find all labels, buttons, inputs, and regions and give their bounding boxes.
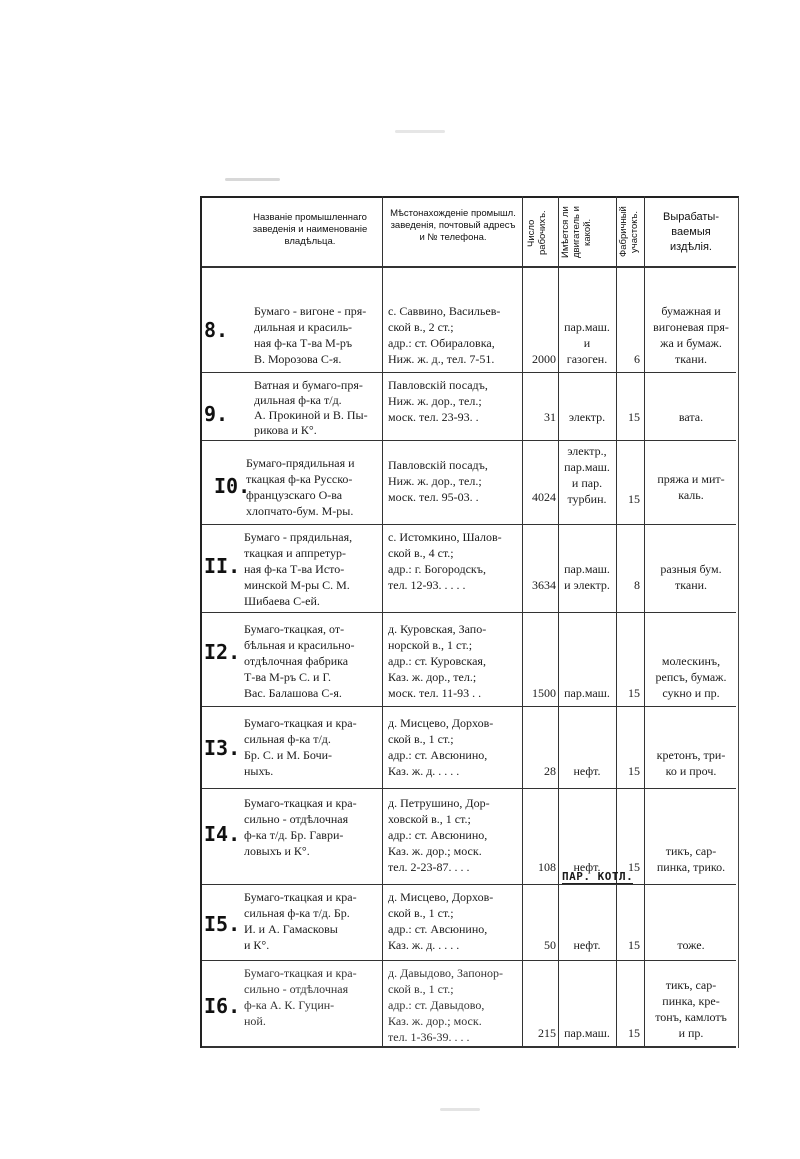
location-line: адр.: ст. Куровская, [388, 654, 486, 668]
header-district: Фабричный участокъ. [618, 206, 640, 258]
header-workers: Число рабочихъ. [526, 210, 548, 256]
location-line: моск. тел. 11-93 . . [388, 686, 482, 700]
product-line: вата. [678, 410, 704, 424]
product-line: пинка, кре- [662, 994, 720, 1008]
location-line: д. Мисцево, Дорхов- [388, 890, 494, 904]
factory-name-line: французскаго О-ва [246, 488, 343, 502]
district-number: 15 [628, 492, 640, 506]
district-number: 15 [628, 938, 640, 952]
location-line: тел. 12-93. . . . . [388, 578, 466, 592]
engine-line: пар.маш. [564, 1026, 610, 1040]
product-line: жа и бумаж. [660, 336, 722, 350]
factory-name-line: ная ф-ка Т-ва М-ръ [254, 336, 353, 350]
row-divider [202, 372, 736, 373]
location-line: моск. тел. 95-03. . [388, 490, 479, 504]
factory-name-line: Бумаго-ткацкая и кра- [244, 796, 357, 810]
product-line: репсъ, бумаж. [655, 670, 727, 684]
location-line: с. Саввино, Васильев- [388, 304, 501, 318]
factory-name-line: Бумаго-ткацкая и кра- [244, 890, 357, 904]
header-name: Названіе промышленнаго заведенія и наименованіе владѣльца. [252, 212, 368, 247]
factory-table [200, 196, 738, 1048]
product-line: тоже. [677, 938, 705, 952]
column-divider [644, 196, 645, 1048]
factory-name-line: Вас. Балашова С-я. [244, 686, 342, 700]
engine-line: электр., [567, 444, 607, 458]
district-number: 8 [634, 578, 640, 592]
product-line: молескинъ, [661, 654, 721, 668]
product-line: разныя бум. [660, 562, 722, 576]
product-line: кретонъ, три- [656, 748, 726, 762]
product-line: каль. [678, 488, 704, 502]
engine-line: газоген. [566, 352, 608, 366]
factory-name-line: ная ф-ка Т-ва Исто- [244, 562, 345, 576]
engine-line: нефт. [573, 860, 601, 874]
workers-count: 1500 [532, 686, 556, 700]
product-line: и пр. [678, 1026, 704, 1040]
product-line: тонъ, камлотъ [655, 1010, 727, 1024]
location-line: адр.: ст. Авсюнино, [388, 828, 488, 842]
factory-name-line: сильно - отдѣлочная [244, 982, 349, 996]
row-number: I6. [204, 994, 241, 1018]
row-number: I0. [214, 474, 251, 498]
workers-count: 3634 [532, 578, 556, 592]
engine-line: и [583, 336, 591, 350]
location-line: ской в., 1 ст.; [388, 982, 454, 996]
row-divider [202, 706, 736, 707]
factory-name-line: И. и А. Гамасковы [244, 922, 338, 936]
row-number: 9. [204, 402, 229, 426]
factory-name-line: Бумаго-прядильная и [246, 456, 355, 470]
factory-name-line: сильная ф-ка т/д. [244, 732, 331, 746]
location-line: ской в., 2 ст.; [388, 320, 454, 334]
engine-line: электр. [568, 410, 606, 424]
location-line: ховской в., 1 ст.; [388, 812, 471, 826]
district-number: 15 [628, 686, 640, 700]
location-line: адр.: ст. Давыдово, [388, 998, 485, 1012]
factory-name-line: Т-ва М-ръ С. и Г. [244, 670, 332, 684]
column-divider [522, 196, 523, 1048]
engine-line: и электр. [564, 578, 610, 592]
location-line: адр.: ст. Обираловка, [388, 336, 495, 350]
engine-line: нефт. [573, 938, 601, 952]
factory-name-line: Бумаго-ткацкая и кра- [244, 716, 357, 730]
location-line: тел. 1-36-39. . . . [388, 1030, 470, 1044]
factory-name-line: А. Прокиной и В. Пы- [254, 408, 368, 422]
factory-name-line: рикова и К°. [254, 423, 317, 437]
location-line: ской в., 1 ст.; [388, 732, 454, 746]
factory-name-line: дильная ф-ка т/д. [254, 393, 342, 407]
row-number: 8. [204, 318, 229, 342]
factory-name-line: ф-ка А. К. Гуцин- [244, 998, 335, 1012]
row-divider [202, 612, 736, 613]
factory-name-line: ткацкая ф-ка Русско- [246, 472, 353, 486]
scan-mark [440, 1108, 480, 1111]
factory-name-line: ной. [244, 1014, 266, 1028]
workers-count: 50 [544, 938, 556, 952]
factory-name-line: сильно - отдѣлочная [244, 812, 349, 826]
factory-name-line: ф-ка т/д. Бр. Гаври- [244, 828, 344, 842]
header-location: Мѣстонахожденіе промышл. заведенія, почтовый адресъ и № телефона. [390, 208, 516, 243]
row-divider [202, 524, 736, 525]
location-line: с. Истомкино, Шалов- [388, 530, 502, 544]
location-line: Ниж. ж. дор., тел.; [388, 394, 482, 408]
factory-name-line: ткацкая и аппретур- [244, 546, 346, 560]
product-line: пинка, трико. [656, 860, 726, 874]
location-line: адр.: г. Богородскъ, [388, 562, 486, 576]
product-line: ткани. [674, 578, 708, 592]
factory-name-line: ныхъ. [244, 764, 274, 778]
location-line: Каз. ж. дор., тел.; [388, 670, 477, 684]
product-line: сукно и пр. [662, 686, 720, 700]
engine-line: турбин. [567, 492, 607, 506]
location-line: д. Давыдово, Запонор- [388, 966, 504, 980]
row-number: I3. [204, 736, 241, 760]
row-number: I2. [204, 640, 241, 664]
row-divider [202, 266, 736, 268]
district-number: 6 [634, 352, 640, 366]
workers-count: 108 [538, 860, 556, 874]
product-line: ко и проч. [665, 764, 717, 778]
product-line: пряжа и мит- [657, 472, 725, 486]
engine-line: пар.маш. [564, 686, 610, 700]
factory-name-line: Бумаго - прядильная, [244, 530, 353, 544]
factory-name-line: бѣльная и красильно- [244, 638, 355, 652]
location-line: тел. 2-23-87. . . . [388, 860, 470, 874]
workers-count: 28 [544, 764, 556, 778]
row-divider [202, 960, 736, 961]
location-line: Каз. ж. дор.; моск. [388, 844, 482, 858]
workers-count: 4024 [532, 490, 556, 504]
factory-name-line: ловыхъ и К°. [244, 844, 310, 858]
district-number: 15 [628, 860, 640, 874]
engine-line: пар.маш. [564, 320, 610, 334]
row-number: II. [204, 554, 241, 578]
scan-mark [225, 178, 280, 181]
location-line: д. Петрушино, Дор- [388, 796, 490, 810]
factory-name-line: Бумаго-ткацкая, от- [244, 622, 345, 636]
column-divider [616, 196, 617, 1048]
factory-name-line: сильная ф-ка т/д. Бр. [244, 906, 350, 920]
location-line: Ниж. ж. д., тел. 7-51. [388, 352, 495, 366]
factory-name-line: Бумаго - вигоне - пря- [254, 304, 367, 318]
product-line: тикъ, сар- [665, 978, 717, 992]
row-divider [202, 884, 736, 885]
product-line: вигоневая пря- [653, 320, 729, 334]
row-number: I5. [204, 912, 241, 936]
location-line: Каз. ж. дор.; моск. [388, 1014, 482, 1028]
engine-line: и пар. [571, 476, 603, 490]
header-engine: Имѣется ли двигатель и какой. [560, 206, 593, 258]
factory-name-line: Ватная и бумаго-пря- [254, 378, 363, 392]
district-number: 15 [628, 1026, 640, 1040]
location-line: Павловскій посадъ, [388, 458, 488, 472]
factory-name-line: Бумаго-ткацкая и кра- [244, 966, 357, 980]
factory-name-line: хлопчато-бум. М-ры. [246, 504, 354, 518]
location-line: д. Мисцево, Дорхов- [388, 716, 494, 730]
district-number: 15 [628, 410, 640, 424]
factory-name-line: Бр. С. и М. Бочи- [244, 748, 333, 762]
location-line: Ниж. ж. дор., тел.; [388, 474, 482, 488]
location-line: норской в., 1 ст.; [388, 638, 473, 652]
factory-name-line: минской М-ры С. М. [244, 578, 350, 592]
workers-count: 2000 [532, 352, 556, 366]
factory-name-line: Шибаева С-ей. [244, 594, 320, 608]
product-line: ткани. [674, 352, 708, 366]
location-line: моск. тел. 23-93. . [388, 410, 479, 424]
location-line: Каз. ж. д. . . . . [388, 764, 460, 778]
location-line: д. Куровская, Запо- [388, 622, 487, 636]
workers-count: 215 [538, 1026, 556, 1040]
location-line: адр.: ст. Авсюнино, [388, 748, 488, 762]
column-divider [382, 196, 383, 1048]
factory-name-line: отдѣлочная фабрика [244, 654, 349, 668]
engine-line: пар.маш. [564, 460, 610, 474]
workers-count: 31 [544, 410, 556, 424]
row-divider [202, 788, 736, 789]
location-line: ской в., 4 ст.; [388, 546, 454, 560]
row-number: I4. [204, 822, 241, 846]
engine-line: пар.маш. [564, 562, 610, 576]
product-line: тикъ, сар- [665, 844, 717, 858]
factory-name-line: дильная и красиль- [254, 320, 353, 334]
row-divider [202, 1046, 736, 1048]
scan-mark [395, 130, 445, 133]
location-line: адр.: ст. Авсюнино, [388, 922, 488, 936]
row-divider [202, 440, 736, 441]
location-line: Павловскій посадъ, [388, 378, 488, 392]
location-line: Каз. ж. д. . . . . [388, 938, 460, 952]
header-products: Вырабаты-ваемыя издѣлія. [662, 211, 719, 253]
engine-line: нефт. [573, 764, 601, 778]
factory-name-line: В. Морозова С-я. [254, 352, 342, 366]
product-line: бумажная и [661, 304, 721, 318]
engine-stamp: ПАР. КОТЛ. [562, 870, 634, 883]
district-number: 15 [628, 764, 640, 778]
location-line: ской в., 1 ст.; [388, 906, 454, 920]
factory-name-line: и К°. [244, 938, 270, 952]
